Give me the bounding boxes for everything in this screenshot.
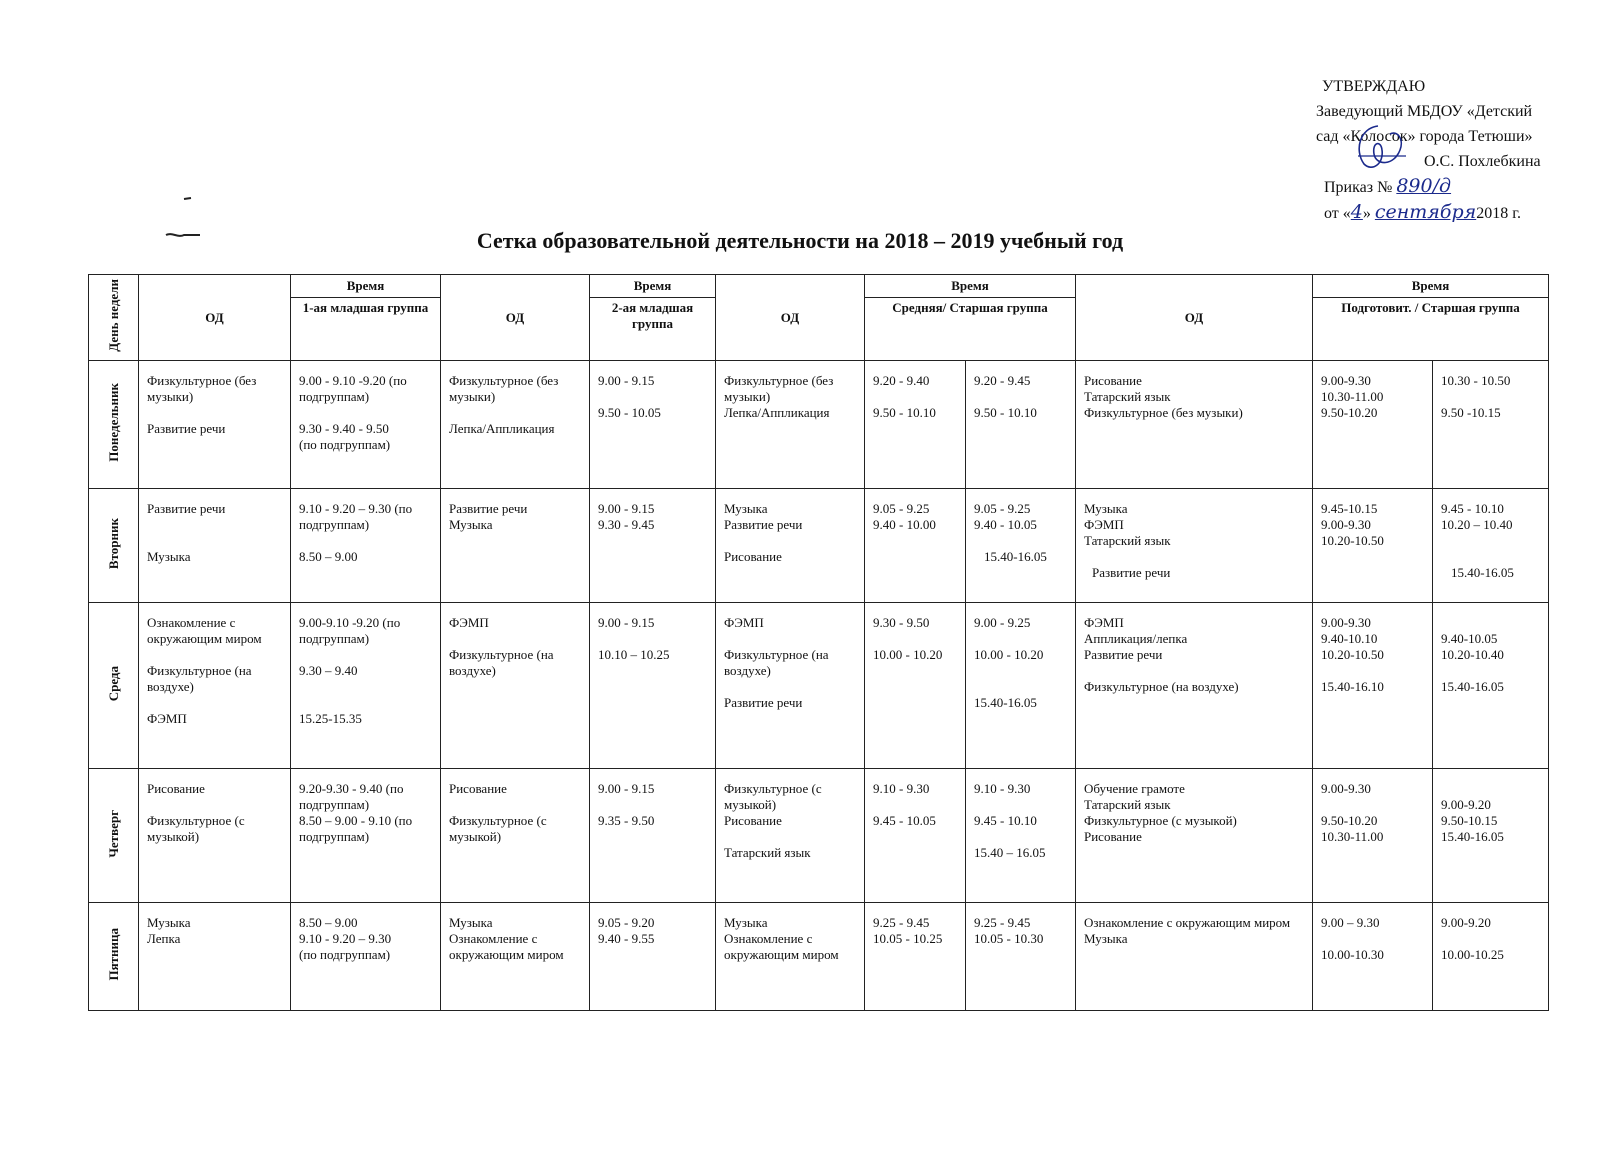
- page-title: Сетка образовательной деятельности на 2018 – 2019 учебный год: [476, 228, 1124, 253]
- date-year: 2018 г.: [1476, 205, 1521, 222]
- time-cell: 9.00-9.20 9.50-10.15 15.40-16.05: [1433, 769, 1549, 903]
- approval-signer: О.С. Похлебкина: [1424, 153, 1541, 170]
- date-prefix: от «: [1324, 205, 1351, 222]
- time-cell: 9.05 - 9.25 9.40 - 10.00: [865, 489, 966, 603]
- time-cell: 9.00 - 9.15 9.35 - 9.50: [590, 769, 716, 903]
- header-row: [89, 275, 1549, 298]
- od-cell: Ознакомление с окружающим миром Физкультурное (на воздухе) ФЭМП: [139, 603, 291, 769]
- time-cell: 9.20 - 9.40 9.50 - 10.10: [865, 361, 966, 489]
- od-cell: Обучение грамоте Татарский язык Физкультурное (с музыкой) Рисование: [1076, 769, 1313, 903]
- table-row: [89, 903, 1549, 1011]
- day-thursday: Четверг: [89, 769, 139, 903]
- time-cell: 10.30 - 10.50 9.50 -10.15: [1433, 361, 1549, 489]
- od-header: ОД: [441, 275, 590, 361]
- time-cell: 9.00 – 9.30 10.00-10.30: [1313, 903, 1433, 1011]
- time-header: Время: [291, 275, 441, 298]
- day-monday: Понедельник: [89, 361, 139, 489]
- group-header-2: 2-ая младшая группа: [590, 298, 716, 361]
- od-cell: Музыка Ознакомление с окружающим миром: [441, 903, 590, 1011]
- date-month: сентября: [1374, 201, 1477, 223]
- table-row: [89, 603, 1549, 769]
- time-cell: 9.20-9.30 - 9.40 (по подгруппам) 8.50 – 9.00 - 9.10 (по подгруппам): [291, 769, 441, 903]
- time-cell: 9.45-10.15 9.00-9.30 10.20-10.50: [1313, 489, 1433, 603]
- od-cell: Музыка Развитие речи Рисование: [716, 489, 865, 603]
- od-cell: Физкультурное (без музыки) Лепка/Аппликация: [716, 361, 865, 489]
- signature-mark: [1350, 120, 1410, 172]
- time-cell: 9.00 - 9.15 10.10 – 10.25: [590, 603, 716, 769]
- approval-position: Заведующий МБДОУ «Детский: [1316, 103, 1533, 120]
- group-header-3: Средняя/ Старшая группа: [865, 298, 1076, 361]
- od-cell: Развитие речи Музыка: [139, 489, 291, 603]
- time-cell: 9.00 - 9.15 9.30 - 9.45: [590, 489, 716, 603]
- date-day: 4: [1350, 201, 1363, 223]
- od-header: ОД: [1076, 275, 1313, 361]
- od-cell: Музыка Лепка: [139, 903, 291, 1011]
- time-cell: 9.00-9.30 9.50-10.20 10.30-11.00: [1313, 769, 1433, 903]
- time-cell: 9.45 - 10.10 10.20 – 10.40 15.40-16.05: [1433, 489, 1549, 603]
- time-cell: 9.10 - 9.20 – 9.30 (по подгруппам) 8.50 – 9.00: [291, 489, 441, 603]
- time-cell: 9.00 - 9.25 10.00 - 10.20 15.40-16.05: [966, 603, 1076, 769]
- day-column-header: День недели: [89, 275, 139, 361]
- time-header: Время: [590, 275, 716, 298]
- time-cell: 9.25 - 9.45 10.05 - 10.30: [966, 903, 1076, 1011]
- od-cell: Рисование Татарский язык Физкультурное (без музыки): [1076, 361, 1313, 489]
- od-cell: Развитие речи Музыка: [441, 489, 590, 603]
- od-header: ОД: [716, 275, 865, 361]
- time-header: Время: [865, 275, 1076, 298]
- group-header-4: Подготовит. / Старшая группа: [1313, 298, 1549, 361]
- date-mid: »: [1362, 205, 1371, 222]
- od-cell: Рисование Физкультурное (с музыкой): [441, 769, 590, 903]
- od-cell: Ознакомление с окружающим миром Музыка: [1076, 903, 1313, 1011]
- day-friday: Пятница: [89, 903, 139, 1011]
- approval-organization: сад «Колосок» города Тетюши»: [1316, 128, 1533, 145]
- table-row: [89, 361, 1549, 489]
- time-cell: 9.00-9.20 10.00-10.25: [1433, 903, 1549, 1011]
- od-cell: Физкультурное (без музыки) Развитие речи: [139, 361, 291, 489]
- od-cell: Музыка Ознакомление с окружающим миром: [716, 903, 865, 1011]
- time-cell: 9.00-9.30 9.40-10.10 10.20-10.50 15.40-16.10: [1313, 603, 1433, 769]
- time-cell: 9.05 - 9.20 9.40 - 9.55: [590, 903, 716, 1011]
- time-cell: 9.25 - 9.45 10.05 - 10.25: [865, 903, 966, 1011]
- scan-mark: [183, 196, 193, 202]
- od-cell: Музыка ФЭМП Татарский язык Развитие речи: [1076, 489, 1313, 603]
- time-cell: 9.30 - 9.50 10.00 - 10.20: [865, 603, 966, 769]
- approval-date: [1316, 200, 1566, 226]
- od-cell: ФЭМП Аппликация/лепка Развитие речи Физкультурное (на воздухе): [1076, 603, 1313, 769]
- od-cell: Физкультурное (с музыкой) Рисование Татарский язык: [716, 769, 865, 903]
- time-cell: 9.40-10.05 10.20-10.40 15.40-16.05: [1433, 603, 1549, 769]
- time-cell: 9.05 - 9.25 9.40 - 10.05 15.40-16.05: [966, 489, 1076, 603]
- order-label: Приказ №: [1324, 179, 1393, 196]
- od-cell: ФЭМП Физкультурное (на воздухе): [441, 603, 590, 769]
- time-cell: 9.00-9.10 -9.20 (по подгруппам) 9.30 – 9.40 15.25-15.35: [291, 603, 441, 769]
- od-cell: ФЭМП Физкультурное (на воздухе) Развитие речи: [716, 603, 865, 769]
- table-row: [89, 769, 1549, 903]
- approval-order: [1316, 174, 1566, 200]
- group-header-1: 1-ая младшая группа: [291, 298, 441, 361]
- table-row: [89, 489, 1549, 603]
- time-cell: 9.00-9.30 10.30-11.00 9.50-10.20: [1313, 361, 1433, 489]
- approval-heading: УТВЕРЖДАЮ: [1322, 78, 1426, 95]
- time-cell: 9.00 - 9.10 -9.20 (по подгруппам) 9.30 - 9.40 - 9.50 (по подгруппам): [291, 361, 441, 489]
- od-cell: Физкультурное (без музыки) Лепка/Аппликация: [441, 361, 590, 489]
- time-cell: 9.20 - 9.45 9.50 - 10.10: [966, 361, 1076, 489]
- time-header: Время: [1313, 275, 1549, 298]
- time-cell: 8.50 – 9.00 9.10 - 9.20 – 9.30 (по подгруппам): [291, 903, 441, 1011]
- day-wednesday: Среда: [89, 603, 139, 769]
- time-cell: 9.10 - 9.30 9.45 - 10.05: [865, 769, 966, 903]
- day-tuesday: Вторник: [89, 489, 139, 603]
- time-cell: 9.00 - 9.15 9.50 - 10.05: [590, 361, 716, 489]
- schedule-table: [88, 274, 1549, 1011]
- od-header: ОД: [139, 275, 291, 361]
- time-cell: 9.10 - 9.30 9.45 - 10.10 15.40 – 16.05: [966, 769, 1076, 903]
- order-number: 890/д: [1396, 175, 1452, 197]
- od-cell: Рисование Физкультурное (с музыкой): [139, 769, 291, 903]
